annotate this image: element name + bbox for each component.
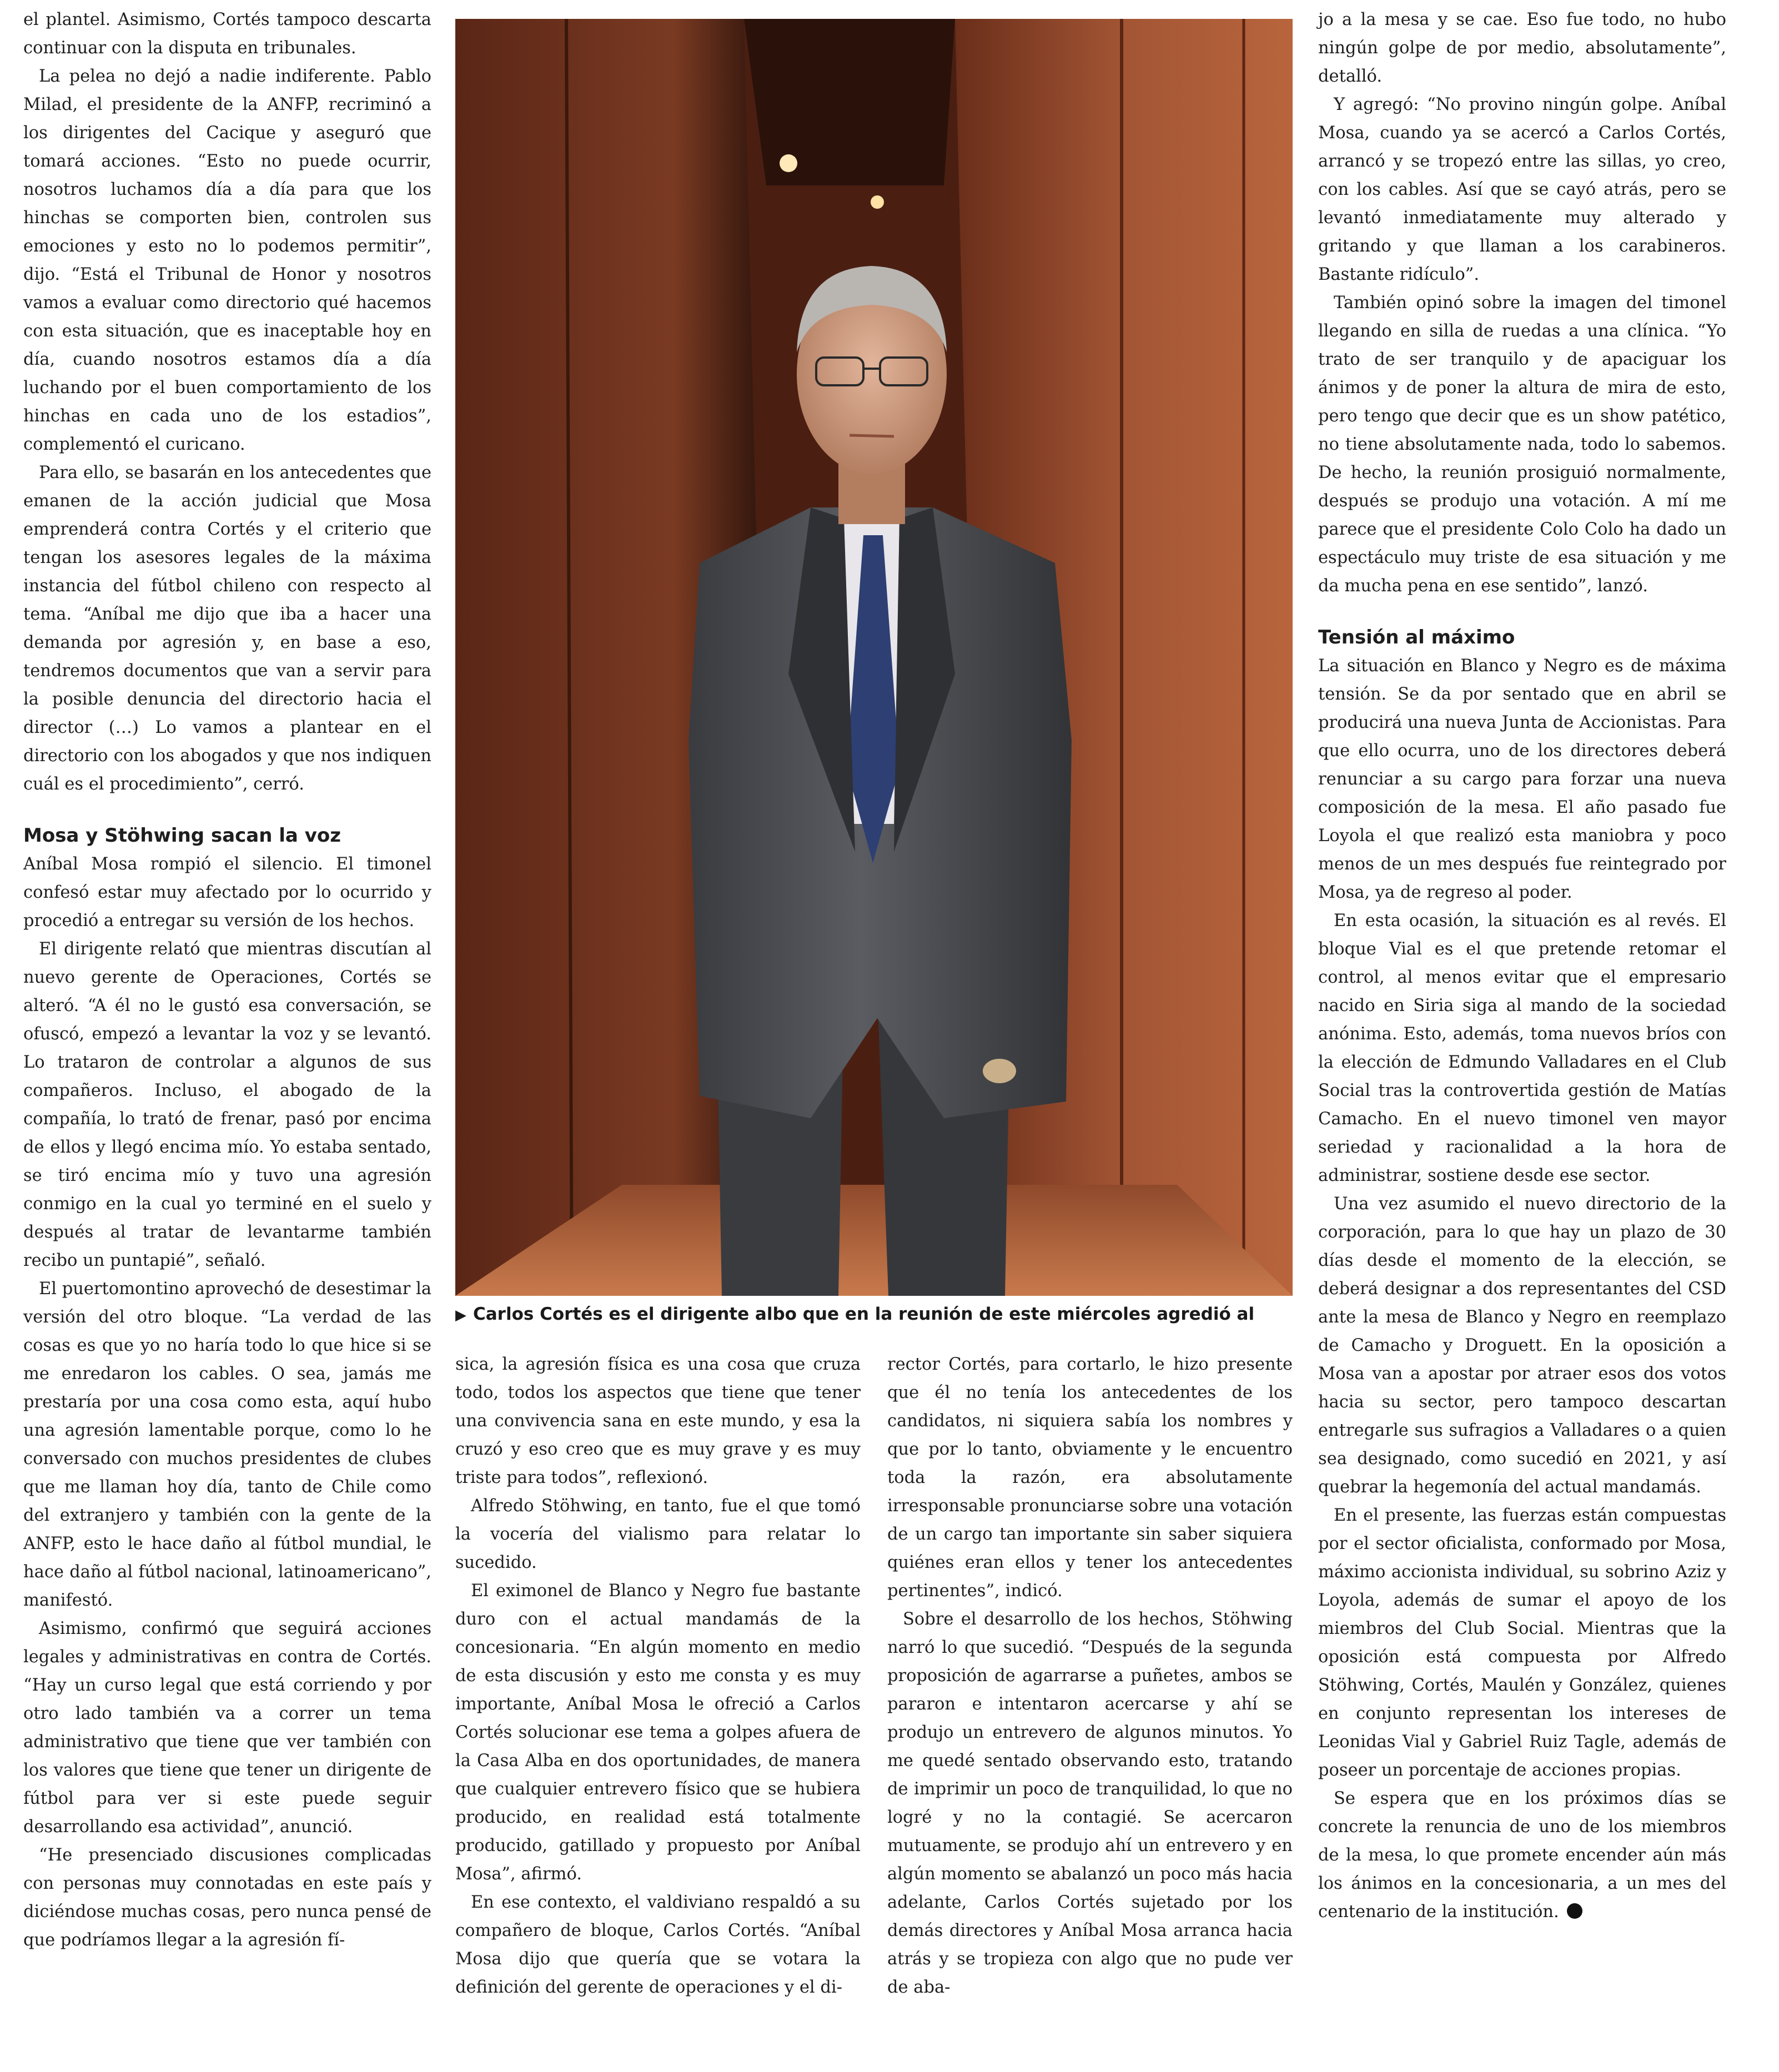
paragraph: Una vez asumido el nuevo directorio de la corporación, para lo que hay un plazo de 30 días desde el momento de la elección, se deberá designar a dos representantes del CSD ante la mesa de Blanco y Negro en reemplazo de Camacho y Droguett. En la oposición a Mosa van a apostar por atraer esos dos votos hacia su sector, pero tampoco descartan entregarle sus sufragios a Valladares o a quien sea designado, como sucedió en 2021, y así quebrar la hegemonía del actual mandamás. <box>1318 1194 1726 1497</box>
paragraph: Asimismo, confirmó que seguirá acciones legales y administrativas en contra de Cortés. “Hay un curso legal que está corriendo y por otro lado también va a correr un tema administrativo que tiene que ver también con los valores que tiene que tener un dirigente de fútbol para ver si este puede seguir desarrollando esa actividad”, anunció. <box>23 1619 431 1837</box>
end-of-article-bullet-icon <box>1567 1903 1582 1919</box>
paragraph: El dirigente relató que mientras discutían al nuevo gerente de Operaciones, Cortés se alteró. “A él no le gustó esa conversación, se ofuscó, empezó a levantar la voz y se levantó. Lo trataron de controlar a algunos de sus compañeros. Incluso, el abogado de la compañía, lo trató de frenar, pasó por encima de ellos y llegó encima mío. Yo estaba sentado, se tiró encima mío y tuvo una agresión conmigo en la cual yo terminé en el suelo y después al tratar de levantarme también recibo un puntapié”, señaló. <box>23 939 431 1270</box>
paragraph: “He presenciado discusiones complicadas con personas muy connotadas en este país y diciéndose muchas cosas, pero nunca pensé de que podríamos llegar a la agresión fí- <box>23 1845 431 1950</box>
paragraph: También opinó sobre la imagen del timonel llegando en silla de ruedas a una clínica. “Yo trato de ser tranquilo y de apaciguar los ánimos y de poner la altura de mira de esto, pero tengo que decir que es un show patético, no tiene absolutamente nada, todo lo sabemos. De hecho, la reunión prosiguió normalmente, después se produjo una votación. A mí me parece que el presidente Colo Colo ha dado un espectáculo muy triste de esa situación y me da mucha pena en ese sentido”, lanzó. <box>1318 293 1726 596</box>
paragraph: jo a la mesa y se cae. Eso fue todo, no hubo ningún golpe de por medio, absolutamente”, detalló. <box>1318 10 1726 86</box>
paragraph: La pelea no dejó a nadie indiferente. Pablo Milad, el presidente de la ANFP, recriminó a los dirigentes del Cacique y aseguró que tomará acciones. “Esto no puede ocurrir, nosotros luchamos día a día para que los hinchas se comporten bien, controlen sus emociones y esto no lo podemos permitir”, dijo. “Está el Tribunal de Honor y nosotros vamos a evaluar como directorio qué hacemos con esta situación, que es inaceptable hoy en día, cuando nosotros estamos día a día luchando por el buen comportamiento de los hinchas en cada uno de los estadios”, complementó el curicano. <box>23 67 431 454</box>
paragraph: Y agregó: “No provino ningún golpe. Aníbal Mosa, cuando ya se acercó a Carlos Cortés, arrancó y se tropezó entre las sillas, yo creo, con los cables. Así que se cayó atrás, pero se levantó inmediatamente muy alterado y gritando y que llaman a los carabineros. Bastante ridículo”. <box>1318 95 1726 284</box>
paragraph: Sobre el desarrollo de los hechos, Stöhwing narró lo que sucedió. “Después de la segunda proposición de agarrarse a puñetes, ambos se pararon e intentaron acercarse y ahí se produjo un entrevero de algunos minutos. Yo me quedé sentado observando esto, tratando de imprimir un poco de tranquilidad, lo que no logré y no la contagié. Se acercaron mutuamente, se produjo ahí un entrevero y en algún momento se abalanzó un poco más hacia adelante, Carlos Cortés sujetado por los demás directores y Aníbal Mosa arranca hacia atrás y se tropieza con algo que no pude ver de aba- <box>887 1610 1293 1997</box>
paragraph: Alfredo Stöhwing, en tanto, fue el que tomó la vocería del vialismo para relatar lo sucedido. <box>455 1496 861 1572</box>
photo-caption <box>455 1302 1293 1327</box>
paragraph: El puertomontino aprovechó de desestimar la versión del otro bloque. “La verdad de las cosas es que yo no haría todo lo que hice si se me enredaron los cables. O sea, jamás me prestaría por una cosa como esta, aquí hubo una agresión lamentable porque, como lo he conversado con muchos presidentes de clubes que me llaman hoy día, tanto de Chile como del extranjero y también con la gente de la ANFP, esto le hace daño al fútbol mundial, le hace daño al fútbol nacional, latinoamericano”, manifestó. <box>23 1279 432 1610</box>
article-column-4 <box>1318 6 1726 1926</box>
section-heading-mosa-stohwing: Mosa y Stöhwing sacan la voz <box>23 824 341 847</box>
paragraph: En ese contexto, el valdiviano respaldó a su compañero de bloque, Carlos Cortés. “Aníbal Mosa dijo que quería que se votara la definición del gerente de operaciones y el di- <box>455 1893 861 1997</box>
caption-text: Carlos Cortés es el dirigente albo que en la reunión de este miércoles agredió al <box>473 1304 1255 1324</box>
closing-paragraph-text: Se espera que en los próximos días se concrete la renuncia de uno de los miembros de la mesa, lo que promete encender aún más los ánimos en la concesionaria, a un mes del centenario de la institución. <box>1318 1789 1726 1922</box>
article-column-3 <box>887 1350 1293 2001</box>
paragraph: La situación en Blanco y Negro es de máxima tensión. Se da por sentado que en abril se producirá una nueva Junta de Accionistas. Para que ello ocurra, uno de los directores deberá renunciar a su cargo para forzar una nueva composición de la mesa. El año pasado fue Loyola el que realizó esta maniobra y poco menos de un mes después fue reintegrado por Mosa, ya de regreso al poder. <box>1318 656 1726 902</box>
paragraph: En el presente, las fuerzas están compuestas por el sector oficialista, conformado por Mosa, máximo accionista individual, su sobrino Aziz y Loyola, además de sumar el apoyo de los miembros del Club Social. Mientras que la oposición está compuesta por Alfredo Stöhwing, Cortés, Maulén y González, quienes en conjunto representan los intereses de Leonidas Vial y Gabriel Ruiz Tagle, además de poseer un porcentaje de acciones propias. <box>1318 1506 1726 1780</box>
paragraph: el plantel. Asimismo, Cortés tampoco descarta continuar con la disputa en tribunales. <box>23 10 431 58</box>
article-column-2 <box>455 1350 861 2001</box>
paragraph: Aníbal Mosa rompió el silencio. El timonel confesó estar muy afectado por lo ocurrido y procedió a entregar su versión de los hechos. <box>23 854 431 931</box>
paragraph: En esta ocasión, la situación es al revés. El bloque Vial es el que pretende retomar el control, al menos evitar que el empresario nacido en Siria siga al mando de la sociedad anónima. Esto, además, toma nuevos bríos con la elección de Edmundo Valladares en el Club Social tras la controvertida gestión de Matías Camacho. En el nuevo timonel ven mayor seriedad y racionalidad a la hora de administrar, sostiene desde ese sector. <box>1318 911 1726 1185</box>
caption-triangle-icon: ▶ <box>455 1307 466 1324</box>
portrait-photo-carlos-cortes <box>455 19 1293 1296</box>
paragraph <box>1318 1784 1726 1926</box>
paragraph: sica, la agresión física es una cosa que cruza todo, todos los aspectos que tiene que tener una convivencia sana en este mundo, y esa la cruzó y eso creo que es muy grave y es muy triste para todos”, reflexionó. <box>455 1355 861 1487</box>
paragraph: El eximonel de Blanco y Negro fue bastante duro con el actual mandamás de la concesionaria. “En algún momento en medio de esta discusión y esto me consta y es muy importante, Aníbal Mosa le ofreció a Carlos Cortés solucionar ese tema a golpes afuera de la Casa Alba en dos oportunidades, de manera que cualquier entrevero físico que se hubiera producido, en realidad está totalmente producido, gatillado y propuesto por Aníbal Mosa”, afirmó. <box>455 1581 861 1884</box>
paragraph: rector Cortés, para cortarlo, le hizo presente que él no tenía los antecedentes de los candidatos, ni siquiera sabía los nombres y que por lo tanto, obviamente y le encuentro toda la razón, era absolutamente irresponsable pronunciarse sobre una votación de un cargo tan importante sin saber siquiera quiénes eran ellos y tener los antecedentes pertinentes”, indicó. <box>887 1355 1293 1601</box>
section-heading-tension: Tensión al máximo <box>1318 626 1515 648</box>
article-column-1 <box>23 6 431 1954</box>
paragraph: Para ello, se basarán en los antecedentes que emanen de la acción judicial que Mosa emprenderá contra Cortés y el criterio que tengan los asesores legales de la máxima instancia del fútbol chileno con respecto al tema. “Aníbal me dijo que iba a hacer una demanda por agresión y, en base a eso, tendremos documentos que van a servir para la posible denuncia del directorio hacia el director (…) Lo vamos a plantear en el directorio con los abogados y que nos indiquen cuál es el procedimiento”, cerró. <box>23 463 431 794</box>
